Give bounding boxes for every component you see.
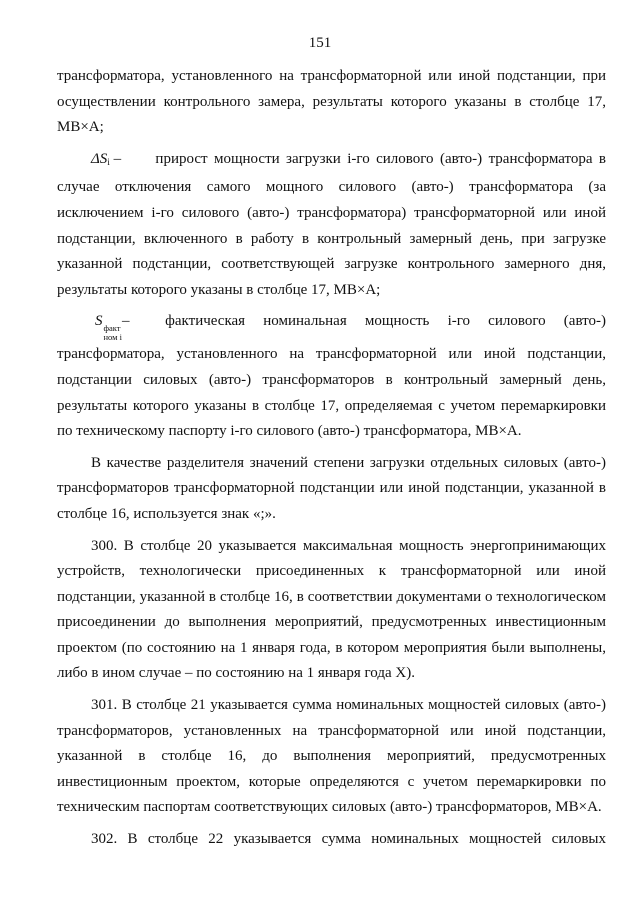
paragraph-continuation: трансформатора, установленного на трансформаторной или иной подстанции, при осуществлении контрольного замера, результаты которого указаны в столбце 17, МВ×А; bbox=[57, 68, 606, 136]
s-fact-definition-text: фактическая номинальная мощность i-го силового (авто-) трансформатора, установленного на трансформаторной или иной подстанции, подстанции силовых (авто-) трансформаторов в контрольный замерный день, результаты которого указаны в столбце 17, определяемая с учетом перемаркировки по техническому паспорту i-го силового (авто-) трансформатора, МВ×А. bbox=[57, 313, 606, 440]
paragraph-item-302: 302. В столбце 22 указывается сумма номинальных мощностей силовых bbox=[91, 831, 606, 848]
s-fact-symbol-dash: – bbox=[122, 313, 130, 330]
s-fact-symbol bbox=[95, 309, 147, 342]
s-fact-symbol-main: S bbox=[95, 313, 103, 330]
s-fact-symbol-superscript: факт bbox=[103, 323, 121, 334]
page-number: 151 bbox=[308, 35, 332, 51]
paragraph-separator-note: В качестве разделителя значений степени загрузки отдельных силовых (авто-) трансформаторов трансформаторной подстанции или иной подстанции, указанной в столбце 16, используется знак «;». bbox=[57, 454, 606, 522]
delta-s-symbol bbox=[91, 147, 149, 176]
delta-s-symbol-subscript: i bbox=[107, 156, 110, 167]
paragraph-s-fact-definition bbox=[57, 309, 606, 444]
paragraph-item-300: 300. В столбце 20 указывается максимальная мощность энергопринимающих устройств, технологически присоединенных к трансформаторной или иной подстанции, указанной в столбце 16, в соответствии документами о технологическом присоединении до выполнения мероприятий, предусмотренных инвестиционным проектом (по состоянию на 1 января года, в котором мероприятия были выполнены, либо в ином случае – по состоянию на 1 января года X). bbox=[57, 537, 606, 682]
paragraph-item-301: 301. В столбце 21 указывается сумма номинальных мощностей силовых (авто-) трансформаторов, установленных на трансформаторной или иной подстанции, указанной в столбце 16, до выполнения мероприятий, предусмотренных инвестиционным проектом, которые определяются с учетом перемаркировки по техническим паспортам соответствующих силовых (авто-) трансформаторов, МВ×А. bbox=[57, 697, 606, 816]
document-body bbox=[57, 64, 606, 853]
delta-s-definition-text: прирост мощности загрузки i-го силового (авто-) трансформатора в случае отключения самого мощного силового (авто-) трансформатора (за исключением i-го силового (авто-) трансформатора) трансформаторной или иной подстанции, включенного в работу в контрольный замерный день, при загрузке указанной подстанции, соответствующей загрузке контрольного замерного дня, результаты которого указаны в столбце 17, МВ×А; bbox=[57, 150, 606, 298]
paragraph-delta-s-definition bbox=[57, 147, 606, 304]
s-fact-symbol-indices bbox=[104, 324, 123, 342]
delta-s-symbol-main: ΔS bbox=[91, 150, 108, 167]
s-fact-symbol-subscript: ном i bbox=[103, 332, 123, 343]
delta-s-symbol-dash: – bbox=[109, 150, 122, 167]
